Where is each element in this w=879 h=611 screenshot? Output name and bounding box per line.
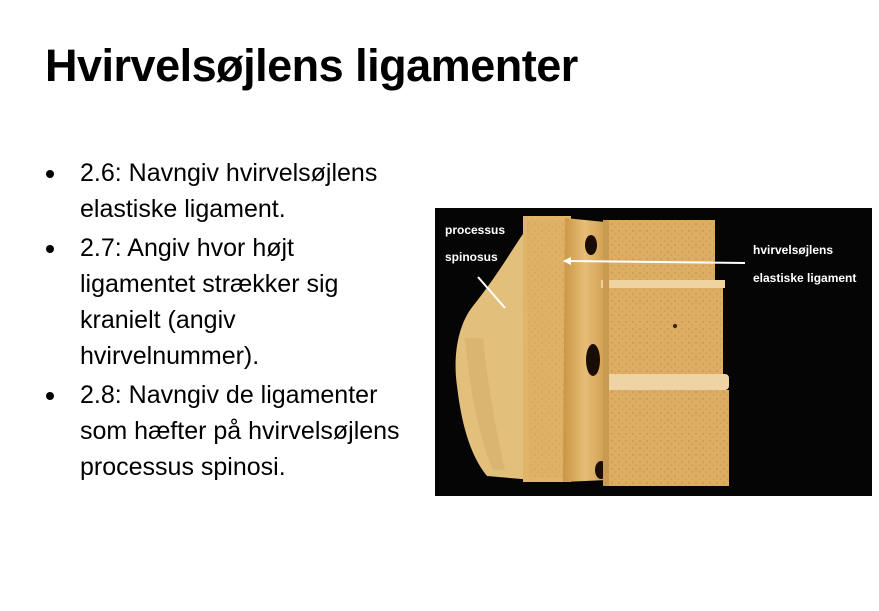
label-processus-line2: spinosus: [445, 250, 498, 264]
bullet-icon: [46, 392, 54, 400]
bullet-list: [40, 155, 410, 488]
bullet-icon: [46, 245, 54, 253]
specimen-photo: [435, 208, 872, 496]
bullet-text: 2.7: Angiv hvor højt ligamentet strækker sig kranielt (angiv hvirvelnummer).: [80, 234, 339, 370]
intervertebral-disc: [603, 374, 729, 390]
bullet-icon: [46, 170, 54, 178]
vertebral-body: [605, 288, 723, 376]
label-ligament-line2: elastiske ligament: [753, 271, 857, 285]
label-processus-line1: processus: [445, 223, 506, 237]
vertebral-body: [603, 220, 715, 282]
bullet-item: [40, 155, 410, 227]
ligament-band: [563, 218, 607, 482]
slide-title: Hvirvelsøjlens ligamenter: [45, 40, 578, 91]
bullet-text: 2.8: Navngiv de ligamenter som hæfter på hvirvelsøjlens processus spinosi.: [80, 381, 400, 481]
bullet-text: 2.6: Navngiv hvirvelsøjlens elastiske ligament.: [80, 159, 378, 223]
bullet-item: [40, 377, 410, 485]
label-ligament-line1: hvirvelsøjlens: [753, 243, 834, 257]
bullet-item: [40, 230, 410, 374]
vertebral-body: [607, 390, 729, 486]
